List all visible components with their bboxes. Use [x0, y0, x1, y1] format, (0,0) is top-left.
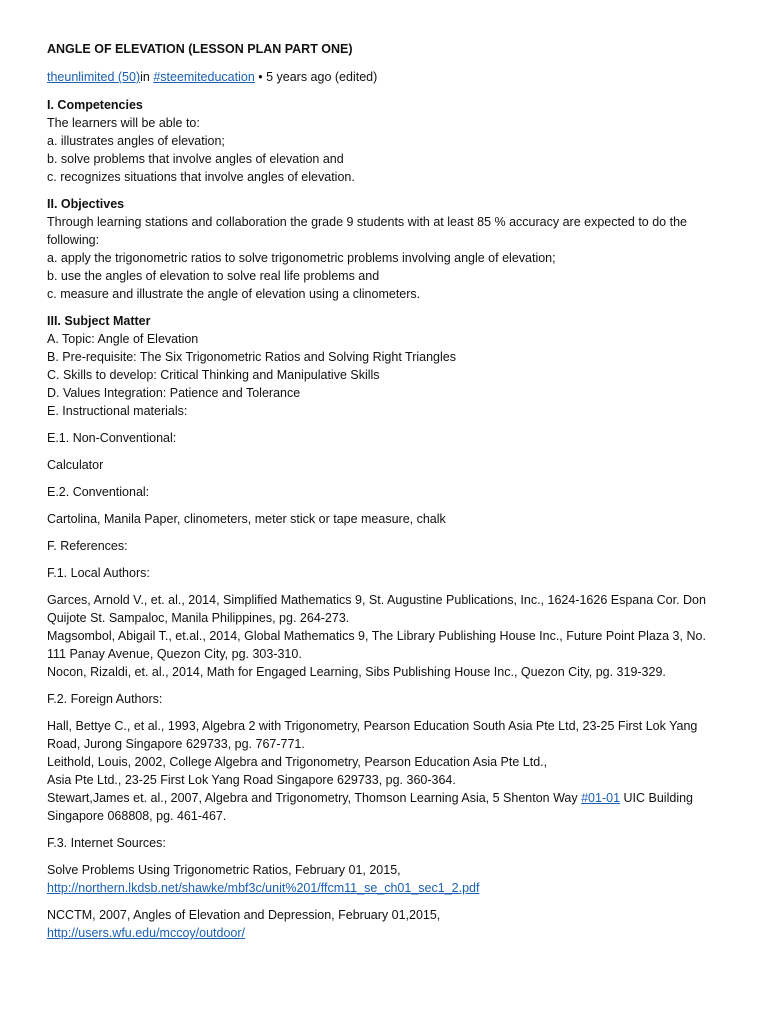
list-item: A. Topic: Angle of Elevation — [47, 332, 199, 346]
references-heading: F. References: — [47, 539, 128, 553]
post-meta — [47, 68, 727, 86]
reference-item — [47, 789, 727, 825]
list-item: E. Instructional materials: — [47, 404, 188, 418]
tag-link[interactable]: #steemiteducation — [153, 70, 255, 84]
source-title: Solve Problems Using Trigonometric Ratios, February 01, 2015, — [47, 863, 401, 877]
reference-item: Hall, Bettye C., et al., 1993, Algebra 2 with Trigonometry, Pearson Education South Asia Pte Ltd, 23-25 First Lok Yang Road, Jurong Singapore 629733, pg. 767-771. — [47, 719, 698, 751]
e2-heading: E.2. Conventional: — [47, 485, 150, 499]
objectives-intro: Through learning stations and collaboration the grade 9 students with at least 85 % accuracy are expected to do the following: — [47, 215, 687, 247]
internet-source-2 — [47, 906, 727, 942]
subject-heading: III. Subject Matter — [47, 314, 151, 328]
reference-item: Leithold, Louis, 2002, College Algebra and Trigonometry, Pearson Education Asia Pte Ltd., — [47, 755, 548, 769]
competencies-intro: The learners will be able to: — [47, 116, 200, 130]
post-time: • 5 years ago (edited) — [254, 70, 378, 84]
list-item: c. measure and illustrate the angle of elevation using a clinometers. — [47, 287, 421, 301]
e1-heading: E.1. Non-Conventional: — [47, 431, 177, 445]
source-link[interactable]: http://northern.lkdsb.net/shawke/mbf3c/unit%201/ffcm11_se_ch01_sec1_2.pdf — [47, 881, 480, 895]
e2-text: Cartolina, Manila Paper, clinometers, meter stick or tape measure, chalk — [47, 512, 446, 526]
author-link[interactable]: theunlimited (50) — [47, 70, 141, 84]
source-link[interactable]: http://users.wfu.edu/mccoy/outdoor/ — [47, 926, 246, 940]
list-item: C. Skills to develop: Critical Thinking and Manipulative Skills — [47, 368, 380, 382]
reference-text: UIC Building Singapore 068808, pg. 461-467. — [47, 791, 693, 823]
list-item: D. Values Integration: Patience and Tolerance — [47, 386, 301, 400]
competencies-heading: I. Competencies — [47, 98, 143, 112]
list-item: b. use the angles of elevation to solve real life problems and — [47, 269, 380, 283]
in-label: in — [140, 70, 154, 84]
reference-item: Garces, Arnold V., et. al., 2014, Simplified Mathematics 9, St. Augustine Publications, Inc., 1624-1626 Espana Cor. Don Quijote St. Sampaloc, Manila Philippines, pg. 264-273. — [47, 593, 706, 625]
reference-item: Magsombol, Abigail T., et.al., 2014, Global Mathematics 9, The Library Publishing House Inc., Future Point Plaza 3, No. 111 Panay Avenue, Quezon City, pg. 303-310. — [47, 629, 706, 661]
list-item: B. Pre-requisite: The Six Trigonometric Ratios and Solving Right Triangles — [47, 350, 456, 364]
reference-item: Asia Pte Ltd., 23-25 First Lok Yang Road Singapore 629733, pg. 360-364. — [47, 773, 456, 787]
local-authors-heading: F.1. Local Authors: — [47, 566, 150, 580]
objectives-heading: II. Objectives — [47, 197, 125, 211]
e1-text: Calculator — [47, 458, 104, 472]
source-title: NCCTM, 2007, Angles of Elevation and Depression, February 01,2015, — [47, 908, 441, 922]
subject-matter-section — [47, 312, 727, 420]
list-item: b. solve problems that involve angles of elevation and — [47, 152, 344, 166]
document-content — [47, 40, 727, 951]
foreign-authors-list — [47, 717, 727, 825]
reference-text: Stewart,James et. al., 2007, Algebra and Trigonometry, Thomson Learning Asia, 5 Shenton Way — [47, 791, 582, 805]
foreign-authors-heading: F.2. Foreign Authors: — [47, 692, 163, 706]
competencies-section — [47, 96, 727, 186]
list-item: a. illustrates angles of elevation; — [47, 134, 225, 148]
objectives-section — [47, 195, 727, 303]
local-authors-list — [47, 591, 727, 681]
suite-link[interactable]: #01-01 — [581, 791, 621, 805]
list-item: c. recognizes situations that involve angles of elevation. — [47, 170, 355, 184]
reference-item: Nocon, Rizaldi, et. al., 2014, Math for Engaged Learning, Sibs Publishing House Inc., Quezon City, pg. 319-329. — [47, 665, 666, 679]
internet-sources-heading: F.3. Internet Sources: — [47, 836, 166, 850]
list-item: a. apply the trigonometric ratios to solve trigonometric problems involving angle of elevation; — [47, 251, 556, 265]
document-title: ANGLE OF ELEVATION (LESSON PLAN PART ONE) — [47, 42, 353, 56]
internet-source-1 — [47, 861, 727, 897]
